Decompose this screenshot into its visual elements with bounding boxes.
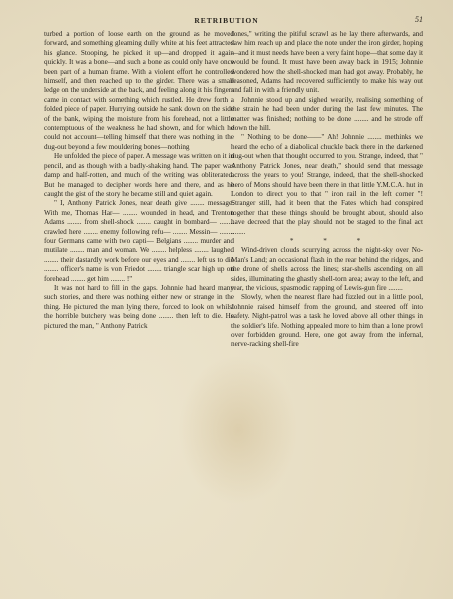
- paragraph: He unfolded the piece of paper. A message was written on it in pencil, and as though with a badly-shaking hand. The paper was damp and half-rotten, and much of the writing was obliterated. But he managed to decipher words here and there, and as he caught the gist of the story he became still and quiet again.: [44, 152, 234, 198]
- running-header: [0, 16, 453, 30]
- section-break: * * *: [289, 236, 375, 245]
- paragraph: It was not hard to fill in the gaps. Johnnie had heard many such stories, and there was nothing either new or strange in the thing. He pictured the man lying there, forced to look on whilst the horrible butchery was being done ........ then left to die. He pictured the man, " Anthony Patrick: [44, 283, 234, 330]
- paragraph: Johnnie stood up and sighed wearily, realising something of the strain he had been under during the last few minutes. The matter was finished; nothing to be done ........ and he strode off down the hill.: [231, 95, 423, 133]
- right-column: [231, 30, 423, 350]
- paper-stain: [178, 355, 298, 505]
- paragraph: " Nothing to be done——" Ah! Johnnie ........ methinks we heard the echo of a diabolical chuckle back there in the darkened dug-out when that thought occurred to you. Strange, indeed, that " Anthony Patrick Jones, near death," should send that message across the years to you! Strange, indeed, that the shell-shocked hero of Mons should have been there in that little Y.M.C.A. hut in London to direct you to that " iron rail in the left corner "! Stranger still, had it been that the Fates which had conspired together that these things should be brought about, should also have decreed that the play should not be staged to the final act ........: [231, 133, 423, 236]
- page-number: 51: [415, 15, 423, 24]
- paragraph: Jones," writing the pitiful scrawl as he lay there afterwards, and saw him reach up and place the note under the iron girder, hoping —and it must needs have been a very faint hope—that some day it would be found. It must have been away back in 1915; Johnnie wondered how the shell-shocked man had got away. Probably, he reasoned, Adams had recovered sufficiently to make his way out and fall in with a friendly unit.: [231, 30, 423, 95]
- chapter-title: RETRIBUTION: [194, 16, 259, 25]
- paragraph: turbed a portion of loose earth on the ground as he moved forward, and something gleaming dully white at his feet attracted his glance. Stooping, he picked it up—and dropped it again quickly. It was a bone—and such a bone as could only have once been part of a human frame. With a violent effort he controlled himself, and then reached up to the girder. There was a small ledge on the underside at the back, and feeling along it his fingers came in contact with something which rustled. He drew forth a folded piece of paper. Hurrying outside he sank down on the side of the bank, wiping the moisture from his forehead, not a little contemptuous of the weakness he had shown, and for which he could not account—telling himself that there was nothing in the dug-out beyond a few mouldering bones—nothing: [44, 30, 234, 151]
- left-column: [44, 30, 234, 331]
- paragraph: " I, Anthony Patrick Jones, near death give ........ message. With me, Thomas Har— ........ wounded in head, and Trenton Adams ........ from shell-shock ........ caught in bombard— ........ crawled here ........ enemy following refu— ........ Messin— ........ four Germans came with two capti— Belgians ........ murder and mutilate ........ man and woman. We ........ helpless ........ laughed ........ their dastardly work before our eyes and ........ left us to die ........ officer's name is von Friedot ........ triangle scar high up on forehead ........ get him ........ !": [44, 199, 234, 283]
- paragraph: Wind-driven clouds scurrying across the night-sky over No-Man's Land; an occasional flash in the rear behind the ridges, and the drone of shells across the lines; star-shells ascending on all sides, illuminating the ghastly shell-torn area; away to the left, and rear, the vicious, spasmodic rapping of Lewis-gun fire ........: [231, 246, 423, 292]
- paragraph: Slowly, when the nearest flare had fizzled out in a little pool, Johnnie raised himself from the ground, and steered off into safety. Night-patrol was a task he loved above all other things in the soldier's life. Nothing appealed more to him than a lone prowl over forbidden ground. Here, one got away from the infernal, nerve-racking shell-fire: [231, 293, 423, 349]
